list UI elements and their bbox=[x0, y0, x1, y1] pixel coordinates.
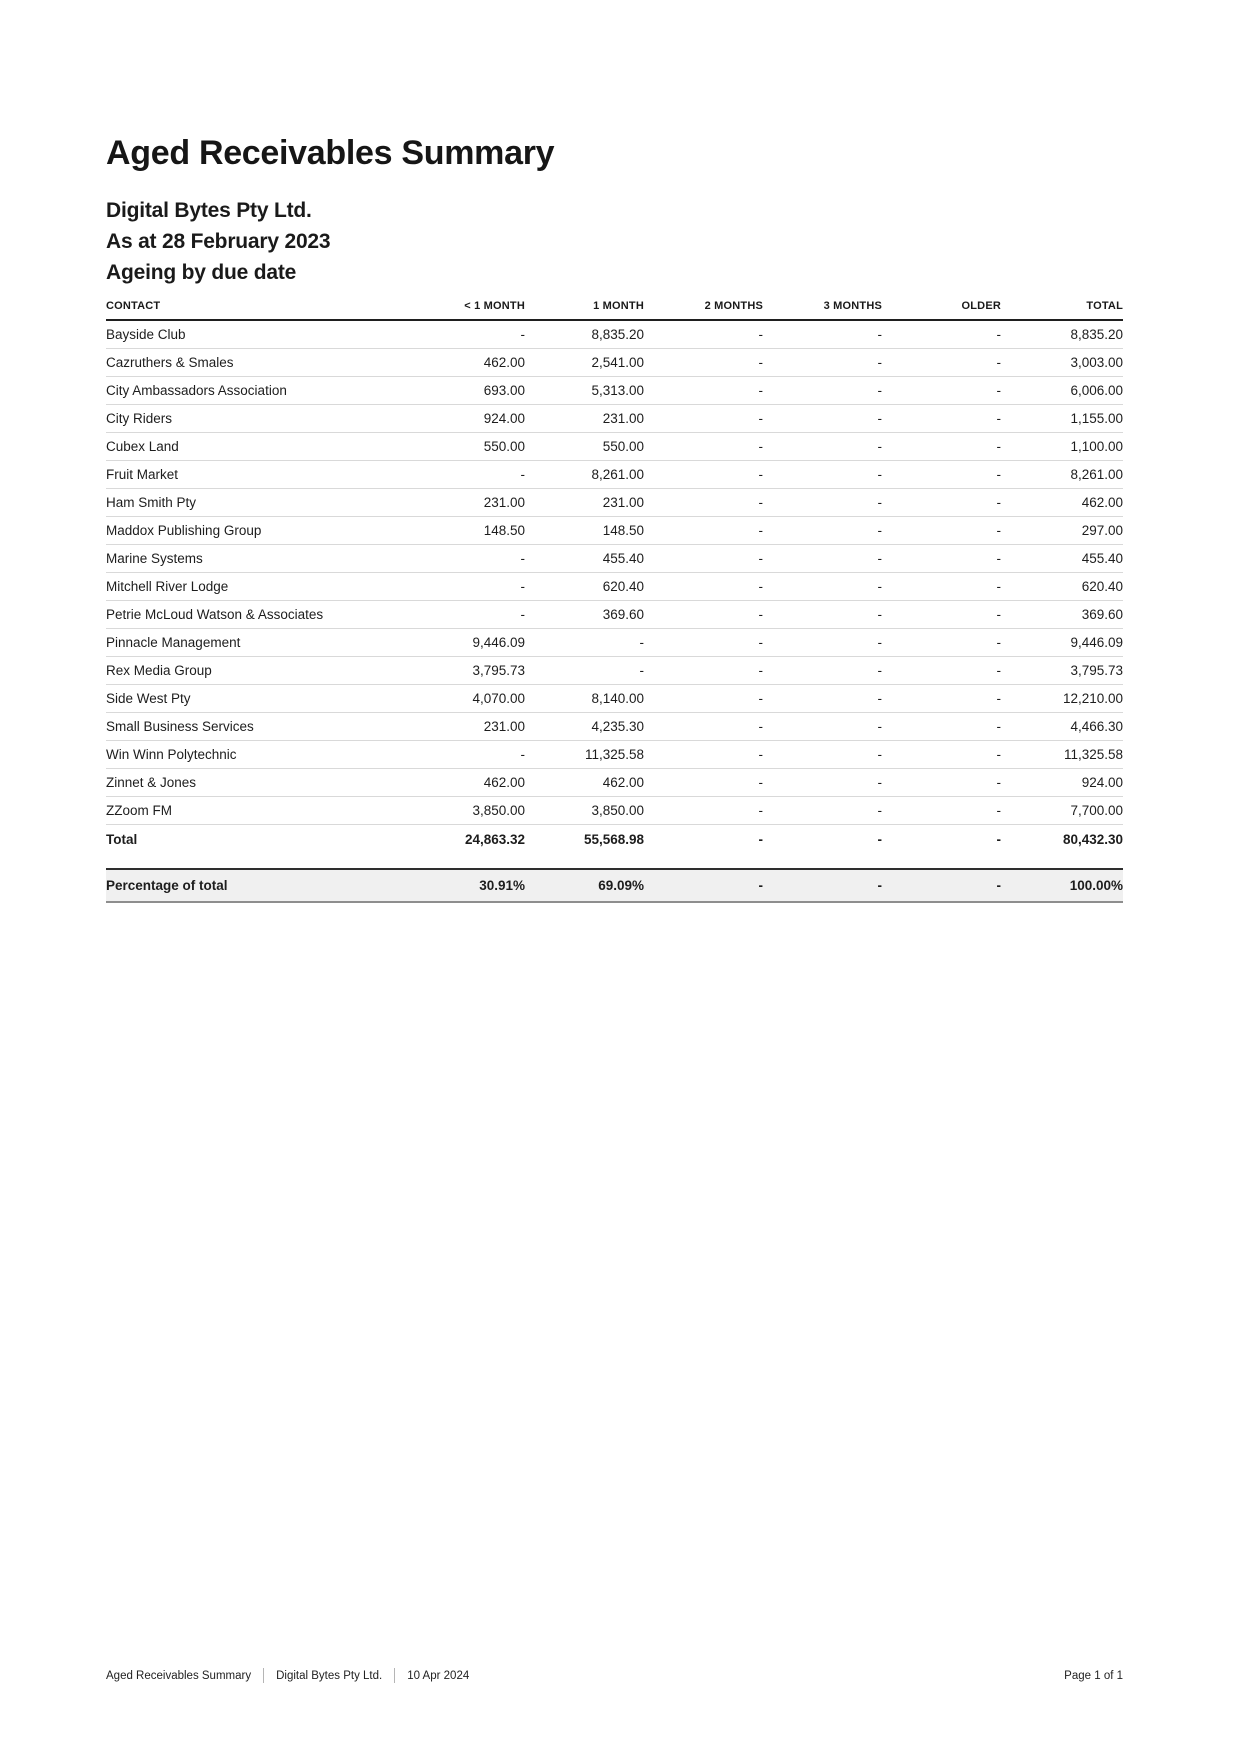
amount-cell: - bbox=[996, 832, 1001, 847]
amount-cell: - bbox=[877, 832, 882, 847]
ageing-basis: Ageing by due date bbox=[106, 261, 297, 284]
footer-print-date: 10 Apr 2024 bbox=[407, 1669, 470, 1682]
amount-cell: - bbox=[644, 685, 763, 713]
spacer-row bbox=[106, 854, 1123, 869]
contact-cell: City Ambassadors Association bbox=[106, 377, 406, 405]
column-header-total: TOTAL bbox=[1001, 300, 1123, 320]
amount-cell: 693.00 bbox=[406, 377, 525, 405]
amount-cell: - bbox=[644, 769, 763, 797]
amount-cell: - bbox=[763, 869, 882, 902]
amount-cell: - bbox=[882, 797, 1001, 825]
amount-cell: - bbox=[882, 545, 1001, 573]
amount-cell: - bbox=[763, 545, 882, 573]
amount-cell: - bbox=[406, 741, 525, 769]
amount-cell: - bbox=[882, 769, 1001, 797]
amount-cell: 30.91% bbox=[406, 869, 525, 902]
amount-cell: 7,700.00 bbox=[1001, 797, 1123, 825]
amount-cell: 3,850.00 bbox=[525, 797, 644, 825]
amount-cell: - bbox=[644, 741, 763, 769]
table-row bbox=[106, 685, 1123, 713]
amount-cell: - bbox=[644, 545, 763, 573]
amount-cell: - bbox=[406, 601, 525, 629]
amount-cell: - bbox=[644, 349, 763, 377]
contact-cell: ZZoom FM bbox=[106, 797, 406, 825]
amount-cell: 4,235.30 bbox=[525, 713, 644, 741]
amount-cell: - bbox=[644, 797, 763, 825]
amount-cell: 148.50 bbox=[525, 517, 644, 545]
spacer-cell bbox=[106, 854, 1123, 869]
total-row bbox=[106, 825, 1123, 855]
amount-cell: - bbox=[763, 405, 882, 433]
amount-cell: - bbox=[763, 349, 882, 377]
table-row bbox=[106, 741, 1123, 769]
table-row bbox=[106, 517, 1123, 545]
amount-cell: 455.40 bbox=[525, 545, 644, 573]
amount-cell: - bbox=[763, 573, 882, 601]
amount-cell: - bbox=[882, 489, 1001, 517]
amount-cell: 369.60 bbox=[525, 601, 644, 629]
amount-cell: 8,140.00 bbox=[525, 685, 644, 713]
amount-cell: 4,466.30 bbox=[1001, 713, 1123, 741]
table-row bbox=[106, 573, 1123, 601]
amount-cell: - bbox=[882, 377, 1001, 405]
amount-cell: 8,835.20 bbox=[1001, 320, 1123, 349]
amount-cell: 5,313.00 bbox=[525, 377, 644, 405]
amount-cell: - bbox=[758, 832, 763, 847]
amount-cell: - bbox=[882, 320, 1001, 349]
table-row bbox=[106, 405, 1123, 433]
amount-cell: - bbox=[644, 573, 763, 601]
amount-cell: - bbox=[525, 657, 644, 685]
amount-cell: - bbox=[763, 685, 882, 713]
contact-cell: Percentage of total bbox=[106, 869, 406, 902]
amount-cell: 924.00 bbox=[406, 405, 525, 433]
amount-cell: - bbox=[882, 349, 1001, 377]
contact-cell: Petrie McLoud Watson & Associates bbox=[106, 601, 406, 629]
amount-cell: 455.40 bbox=[1001, 545, 1123, 573]
amount-cell: 231.00 bbox=[525, 489, 644, 517]
amount-cell: - bbox=[763, 489, 882, 517]
footer-company-name: Digital Bytes Pty Ltd. bbox=[276, 1669, 383, 1682]
amount-cell: - bbox=[644, 601, 763, 629]
amount-cell: 11,325.58 bbox=[525, 741, 644, 769]
contact-cell: Cubex Land bbox=[106, 433, 406, 461]
contact-cell: Marine Systems bbox=[106, 545, 406, 573]
table-row bbox=[106, 629, 1123, 657]
amount-cell: 462.00 bbox=[406, 769, 525, 797]
footer-left bbox=[106, 1668, 469, 1683]
amount-cell: - bbox=[763, 769, 882, 797]
amount-cell: - bbox=[882, 517, 1001, 545]
amount-cell: - bbox=[644, 461, 763, 489]
amount-cell: 148.50 bbox=[406, 517, 525, 545]
table-row bbox=[106, 349, 1123, 377]
amount-cell: 3,850.00 bbox=[406, 797, 525, 825]
amount-cell: - bbox=[882, 629, 1001, 657]
amount-cell: 8,261.00 bbox=[525, 461, 644, 489]
contact-cell: Total bbox=[106, 832, 138, 847]
amount-cell: - bbox=[644, 629, 763, 657]
contact-cell: Pinnacle Management bbox=[106, 629, 406, 657]
column-header-3-months: 3 MONTHS bbox=[763, 300, 882, 320]
amount-cell: - bbox=[882, 657, 1001, 685]
footer-divider bbox=[394, 1668, 395, 1683]
table-row bbox=[106, 377, 1123, 405]
amount-cell: - bbox=[763, 517, 882, 545]
amount-cell: - bbox=[882, 433, 1001, 461]
amount-cell: 231.00 bbox=[406, 713, 525, 741]
footer-report-name: Aged Receivables Summary bbox=[106, 1669, 252, 1682]
percentage-of-total-row bbox=[106, 869, 1123, 902]
table-row bbox=[106, 601, 1123, 629]
amount-cell: - bbox=[406, 573, 525, 601]
contact-cell: Cazruthers & Smales bbox=[106, 349, 406, 377]
contact-cell: Fruit Market bbox=[106, 461, 406, 489]
table-row bbox=[106, 657, 1123, 685]
amount-cell: - bbox=[406, 320, 525, 349]
amount-cell: - bbox=[406, 545, 525, 573]
amount-cell: - bbox=[882, 685, 1001, 713]
amount-cell: - bbox=[644, 433, 763, 461]
amount-cell: 6,006.00 bbox=[1001, 377, 1123, 405]
amount-cell: 3,795.73 bbox=[1001, 657, 1123, 685]
contact-cell: Win Winn Polytechnic bbox=[106, 741, 406, 769]
report-title: Aged Receivables Summary bbox=[106, 134, 555, 172]
amount-cell: 620.40 bbox=[525, 573, 644, 601]
amount-cell: 462.00 bbox=[406, 349, 525, 377]
amount-cell: 8,835.20 bbox=[525, 320, 644, 349]
amount-cell: - bbox=[406, 461, 525, 489]
amount-cell: - bbox=[763, 433, 882, 461]
amount-cell: 550.00 bbox=[406, 433, 525, 461]
contact-cell: Side West Pty bbox=[106, 685, 406, 713]
footer-divider bbox=[263, 1668, 264, 1683]
amount-cell: 1,155.00 bbox=[1001, 405, 1123, 433]
amount-cell: 9,446.09 bbox=[1001, 629, 1123, 657]
amount-cell: - bbox=[644, 657, 763, 685]
amount-cell: - bbox=[525, 629, 644, 657]
amount-cell: - bbox=[763, 741, 882, 769]
amount-cell: 11,325.58 bbox=[1001, 741, 1123, 769]
amount-cell: 620.40 bbox=[1001, 573, 1123, 601]
table-row bbox=[106, 545, 1123, 573]
table-row bbox=[106, 713, 1123, 741]
amount-cell: 231.00 bbox=[406, 489, 525, 517]
amount-cell: - bbox=[882, 405, 1001, 433]
company-name: Digital Bytes Pty Ltd. bbox=[106, 199, 312, 222]
contact-cell: Maddox Publishing Group bbox=[106, 517, 406, 545]
table-row bbox=[106, 320, 1123, 349]
amount-cell: - bbox=[644, 713, 763, 741]
amount-cell: - bbox=[882, 573, 1001, 601]
amount-cell: - bbox=[763, 713, 882, 741]
amount-cell: - bbox=[644, 320, 763, 349]
amount-cell: - bbox=[763, 320, 882, 349]
amount-cell: 462.00 bbox=[525, 769, 644, 797]
amount-cell: 3,795.73 bbox=[406, 657, 525, 685]
amount-cell: - bbox=[644, 405, 763, 433]
amount-cell: 80,432.30 bbox=[1062, 832, 1123, 847]
contact-cell: Small Business Services bbox=[106, 713, 406, 741]
amount-cell: 297.00 bbox=[1001, 517, 1123, 545]
amount-cell: - bbox=[644, 377, 763, 405]
amount-cell: 462.00 bbox=[1001, 489, 1123, 517]
footer-page-number: Page 1 of 1 bbox=[1064, 1669, 1123, 1682]
contact-cell: Zinnet & Jones bbox=[106, 769, 406, 797]
amount-cell: 1,100.00 bbox=[1001, 433, 1123, 461]
column-header-contact: CONTACT bbox=[106, 300, 406, 320]
contact-cell: City Riders bbox=[106, 405, 406, 433]
page-footer bbox=[106, 1668, 1123, 1683]
amount-cell: 8,261.00 bbox=[1001, 461, 1123, 489]
amount-cell: - bbox=[882, 741, 1001, 769]
table-row bbox=[106, 461, 1123, 489]
contact-cell: Rex Media Group bbox=[106, 657, 406, 685]
column-header-2-months: 2 MONTHS bbox=[644, 300, 763, 320]
contact-cell: Ham Smith Pty bbox=[106, 489, 406, 517]
table-body bbox=[106, 320, 1123, 902]
amount-cell: 3,003.00 bbox=[1001, 349, 1123, 377]
amount-cell: - bbox=[882, 461, 1001, 489]
amount-cell: - bbox=[882, 713, 1001, 741]
table-row bbox=[106, 797, 1123, 825]
amount-cell: - bbox=[763, 629, 882, 657]
column-header-older: OLDER bbox=[882, 300, 1001, 320]
amount-cell: - bbox=[644, 517, 763, 545]
table-row bbox=[106, 489, 1123, 517]
amount-cell: - bbox=[763, 797, 882, 825]
amount-cell: - bbox=[763, 461, 882, 489]
column-header-1-month: < 1 MONTH bbox=[406, 300, 525, 320]
amount-cell: - bbox=[763, 657, 882, 685]
amount-cell: 924.00 bbox=[1001, 769, 1123, 797]
amount-cell: 2,541.00 bbox=[525, 349, 644, 377]
amount-cell: 369.60 bbox=[1001, 601, 1123, 629]
amount-cell: - bbox=[763, 377, 882, 405]
amount-cell: 100.00% bbox=[1001, 869, 1123, 902]
report-page bbox=[106, 134, 1123, 903]
report-date: As at 28 February 2023 bbox=[106, 230, 331, 253]
contact-cell: Mitchell River Lodge bbox=[106, 573, 406, 601]
amount-cell: - bbox=[644, 869, 763, 902]
aged-receivables-table bbox=[106, 300, 1123, 903]
amount-cell: - bbox=[763, 601, 882, 629]
amount-cell: 9,446.09 bbox=[406, 629, 525, 657]
table-row bbox=[106, 433, 1123, 461]
amount-cell: 231.00 bbox=[525, 405, 644, 433]
column-header-1-month: 1 MONTH bbox=[525, 300, 644, 320]
amount-cell: - bbox=[882, 869, 1001, 902]
amount-cell: 24,863.32 bbox=[464, 832, 525, 847]
table-header-row bbox=[106, 300, 1123, 320]
amount-cell: 4,070.00 bbox=[406, 685, 525, 713]
table-row bbox=[106, 769, 1123, 797]
amount-cell: - bbox=[644, 489, 763, 517]
contact-cell: Bayside Club bbox=[106, 320, 406, 349]
amount-cell: 550.00 bbox=[525, 433, 644, 461]
amount-cell: 69.09% bbox=[525, 869, 644, 902]
amount-cell: 55,568.98 bbox=[583, 832, 644, 847]
amount-cell: - bbox=[882, 601, 1001, 629]
amount-cell: 12,210.00 bbox=[1001, 685, 1123, 713]
